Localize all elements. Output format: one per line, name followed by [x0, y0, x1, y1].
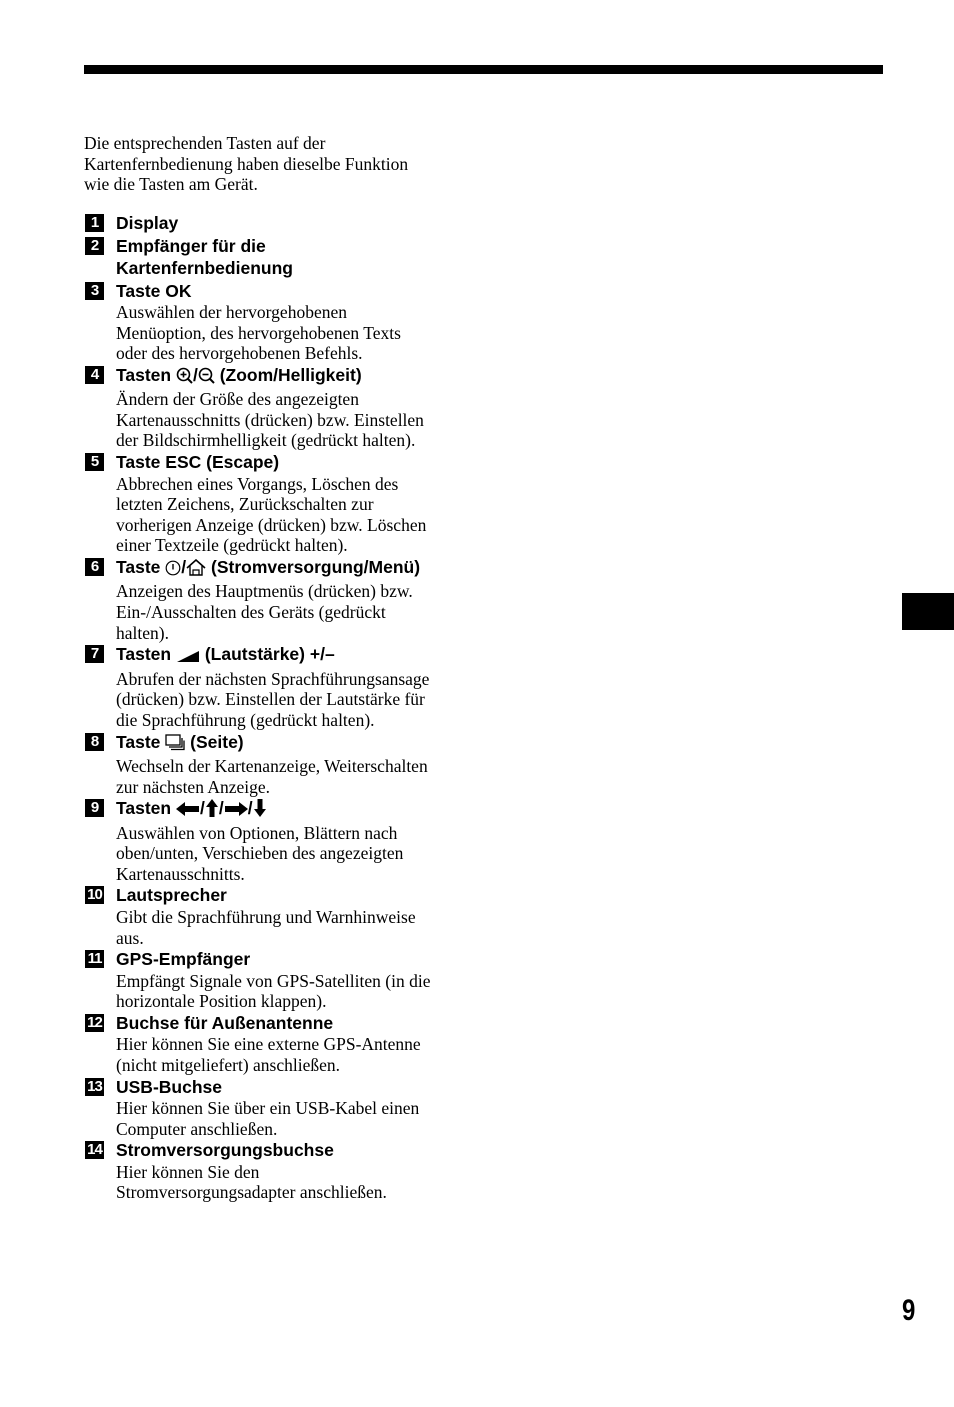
- item-number: 1: [85, 214, 104, 232]
- intro-paragraph: Die entsprechenden Tasten auf der Kartenfernbedienung haben dieselbe Funktion wie die Tasten am Gerät.: [84, 133, 409, 194]
- title-text: (Lautstärke) +/–: [199, 644, 335, 665]
- title-separator: /: [192, 364, 198, 385]
- title-text: Taste: [116, 556, 166, 577]
- item-description: Abrufen der nächsten Sprachführungsansage (drücken) bzw. Einstellen der Lautstärke für die Sprachführung (gedrückt halten).: [116, 668, 430, 730]
- item-number: 14: [85, 1141, 104, 1159]
- item-title: Taste OK: [116, 280, 192, 301]
- item-title: Taste ESC (Escape): [116, 452, 280, 473]
- list-item: [84, 731, 474, 798]
- item-description: Ändern der Größe des angezeigten Kartenausschnitts (drücken) bzw. Einstellen der Bildschirmhelligkeit (gedrückt halten).: [116, 389, 424, 451]
- title-text: (Zoom/Helligkeit): [214, 364, 362, 385]
- item-list: [84, 212, 474, 1203]
- power-icon: [165, 559, 181, 582]
- item-description: Wechseln der Kartenanzeige, Weiterschalten zur nächsten Anzeige.: [116, 756, 428, 797]
- title-text: Tasten: [116, 798, 176, 819]
- item-title: GPS-Empfänger: [116, 949, 251, 970]
- item-description: Auswählen der hervorgehobenen Menüoption, des hervorgehobenen Texts oder des hervorgehobenen Befehls.: [116, 302, 401, 364]
- item-number: 2: [85, 237, 104, 255]
- title-text: Tasten: [116, 644, 176, 665]
- item-title: [116, 364, 474, 390]
- list-item: [84, 1139, 474, 1203]
- item-description: Hier können Sie eine externe GPS-Antenne (nicht mitgeliefert) anschließen.: [116, 1034, 421, 1075]
- volume-icon: [176, 646, 200, 669]
- item-title: Buchse für Außenantenne: [116, 1012, 334, 1033]
- section-tab: [902, 593, 954, 630]
- list-item: [84, 643, 474, 730]
- item-title: [116, 643, 474, 669]
- item-number: 5: [85, 453, 104, 471]
- zoom-in-icon: [176, 367, 193, 390]
- list-item: [84, 556, 474, 643]
- title-separator: /: [218, 798, 224, 819]
- item-title: Display: [116, 213, 179, 233]
- page-number: 9: [902, 1294, 916, 1327]
- item-description: Abbrechen eines Vorgangs, Löschen des letzten Zeichens, Zurückschalten zur vorherigen Anzeige (drücken) bzw. Löschen einer Textzeile (gedrückt halten).: [116, 473, 427, 556]
- list-item: [84, 212, 474, 235]
- item-number: 12: [85, 1014, 104, 1032]
- item-number: 11: [85, 950, 104, 968]
- title-text: Taste: [116, 731, 166, 752]
- item-description: Hier können Sie über ein USB-Kabel einen Computer anschließen.: [116, 1098, 420, 1139]
- title-separator: /: [199, 798, 205, 819]
- item-number: 13: [85, 1078, 104, 1096]
- item-title: [116, 731, 474, 757]
- item-number: 9: [85, 799, 104, 817]
- list-item: [84, 948, 474, 1012]
- item-number: 8: [85, 733, 104, 751]
- arrow-up-icon: [205, 799, 219, 823]
- item-title: [116, 797, 474, 823]
- arrow-right-icon: [224, 800, 248, 823]
- item-description: Gibt die Sprachführung und Warnhinweise aus.: [116, 906, 416, 948]
- list-item: [84, 1012, 474, 1076]
- item-title: Lautsprecher: [116, 885, 227, 906]
- list-item: [84, 1076, 474, 1140]
- title-separator: /: [181, 556, 187, 577]
- item-description: Empfängt Signale von GPS-Satelliten (in die horizontale Position klappen).: [116, 970, 431, 1012]
- title-text: Tasten: [116, 364, 176, 385]
- title-text: (Stromversorgung/Menü): [206, 556, 421, 577]
- item-number: 4: [85, 366, 104, 384]
- list-item: [84, 884, 474, 948]
- item-title: Stromversorgungsbuchse: [116, 1140, 334, 1161]
- list-item: [84, 364, 474, 451]
- zoom-out-icon: [198, 367, 215, 390]
- item-number: 6: [85, 558, 104, 576]
- list-item: [84, 235, 474, 280]
- page-icon: [165, 734, 185, 757]
- item-description: Auswählen von Optionen, Blättern nach oben/unten, Verschieben des angezeigten Kartenausschnitts.: [116, 822, 404, 884]
- list-item: [84, 451, 474, 556]
- item-description: Anzeigen des Hauptmenüs (drücken) bzw. Ein-/Ausschalten des Geräts (gedrückt halten).: [116, 581, 413, 643]
- list-item: [84, 280, 474, 364]
- item-number: 3: [85, 282, 104, 300]
- top-rule: [84, 65, 883, 74]
- item-number: 7: [85, 645, 104, 663]
- item-number: 10: [85, 886, 104, 904]
- arrow-left-icon: [176, 800, 200, 823]
- item-description: Hier können Sie den Stromversorgungsadapter anschließen.: [116, 1161, 387, 1203]
- title-separator: /: [247, 798, 253, 819]
- list-item: [84, 797, 474, 884]
- item-title: USB-Buchse: [116, 1076, 222, 1097]
- arrow-down-icon: [253, 799, 267, 823]
- title-text: (Seite): [185, 731, 244, 752]
- item-title: [116, 556, 474, 582]
- home-icon: [186, 559, 206, 582]
- item-title: Empfänger für die Kartenfernbedienung: [116, 235, 293, 278]
